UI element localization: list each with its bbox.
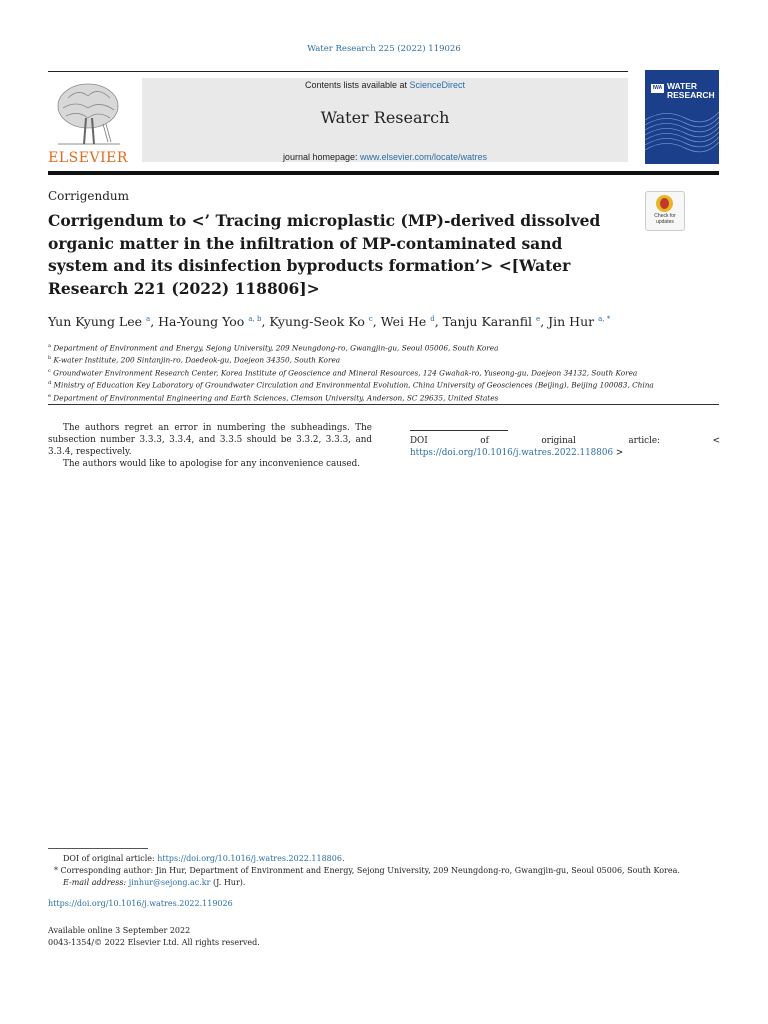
original-doi-link[interactable]: https://doi.org/10.1016/j.watres.2022.118806	[410, 448, 614, 458]
article-type: Corrigendum	[48, 189, 130, 203]
email-link[interactable]: jinhur@sejong.ac.kr	[128, 878, 211, 887]
contents-availability	[142, 80, 628, 90]
original-article-doi: DOI of original article: < https://doi.org/10.1016/j.watres.2022.118806 >	[410, 436, 720, 458]
author[interactable]: Yun Kyung Lee $^a$	[48, 314, 151, 329]
email-note: E-mail address: jinhur@sejong.ac.kr (J. Hur).	[63, 878, 246, 887]
affiliation-list	[48, 341, 738, 403]
article-title: Corrigendum to <’ Tracing microplastic (MP)-derived dissolved organic matter in the infiltration of MP-contaminated sand system and its disinfection byproducts formation’> <[Water Research 221 (2022) 118806]>	[48, 211, 601, 298]
header-rule	[48, 71, 628, 72]
author[interactable]: Kyung-Seok Ko $^c$	[269, 314, 373, 329]
footnote-doi: DOI of original article: https://doi.org/10.1016/j.watres.2022.118806.	[63, 854, 345, 863]
elsevier-wordmark[interactable]: ELSEVIER	[48, 150, 128, 166]
author[interactable]: Tanju Karanfil $^e$	[442, 314, 541, 329]
sciencedirect-link[interactable]: ScienceDirect	[409, 80, 466, 90]
footnote-rule	[48, 848, 148, 849]
affiliation: $^c$ Groundwater Environment Research Center, Korea Institute of Geoscience and Mineral Resources, 124 Gwahak-ro, Yuseong-gu, Daejeon 34132, South Korea	[48, 367, 638, 378]
contents-prefix: Contents lists available at	[304, 80, 410, 90]
author[interactable]: Ha-Young Yoo $^{a, b}$	[158, 314, 262, 329]
journal-cover-image[interactable]	[645, 70, 719, 164]
masthead-rule	[48, 171, 719, 175]
corresponding-author-note: * Corresponding author: Jin Hur, Department of Environment and Energy, Sejong University, 209 Neungdong-ro, Gwangjin-gu, Seoul 05006, South Korea.	[54, 866, 680, 875]
affiliation: $^d$ Ministry of Education Key Laboratory of Groundwater Circulation and Environmental Evolution, China University of Geosciences (Beijing), Beijing 100083, China	[48, 380, 654, 390]
author[interactable]: Wei He $^d$	[380, 314, 435, 329]
affiliation: $^b$ K-water Institute, 200 Sintanjin-ro, Daedeok-gu, Daejeon 34350, South Korea	[48, 355, 341, 365]
footnotes	[48, 853, 728, 889]
author[interactable]: Jin Hur $^{a, *}$	[548, 314, 611, 329]
homepage-prefix: journal homepage:	[282, 152, 360, 162]
body-paragraph: The authors would like to apologise for any inconvenience caused.	[63, 459, 361, 469]
cover-badge: IWA	[652, 85, 663, 91]
journal-homepage	[142, 152, 628, 162]
article-doi-link[interactable]: https://doi.org/10.1016/j.watres.2022.119026	[48, 899, 233, 908]
available-date: Available online 3 September 2022	[48, 926, 191, 935]
author-list: Yun Kyung Lee $^a$, Ha-Young Yoo $^{a, b}$, Kyung-Seok Ko $^c$, Wei He $^d$, Tanju Karanfil $^e$, Jin Hur $^{a, *}$	[48, 314, 611, 329]
journal-title: Water Research	[320, 108, 450, 127]
publication-info	[48, 925, 260, 949]
copyright: 0043-1354/© 2022 Elsevier Ltd. All rights reserved.	[48, 938, 260, 947]
journal-citation[interactable]: Water Research 225 (2022) 119026	[307, 44, 461, 54]
right-column-rule	[410, 430, 508, 431]
affiliation: $^a$ Department of Environment and Energy, Sejong University, 209 Neungdong-ro, Gwangjin-gu, Seoul 05006, South Korea	[48, 343, 499, 353]
affiliation: $^e$ Department of Environmental Engineering and Earth Sciences, Clemson University, Anderson, SC 29635, United States	[48, 392, 499, 403]
cover-title: WATER RESEARCH	[667, 81, 715, 100]
check-for-updates-button[interactable]	[645, 191, 685, 231]
footnote-doi-link[interactable]: https://doi.org/10.1016/j.watres.2022.118806	[157, 854, 342, 863]
body-text	[48, 422, 372, 470]
check-updates-label: Check for updates	[654, 213, 676, 225]
body-paragraph: The authors regret an error in numbering the subheadings. The subsection number 3.3.3, 3.3.4, and 3.3.5 should be 3.3.2, 3.3.3, and 3.3.4, respectively.	[48, 423, 372, 457]
homepage-link[interactable]: www.elsevier.com/locate/watres	[360, 152, 488, 162]
section-rule	[48, 404, 719, 405]
check-updates-icon	[656, 195, 673, 212]
